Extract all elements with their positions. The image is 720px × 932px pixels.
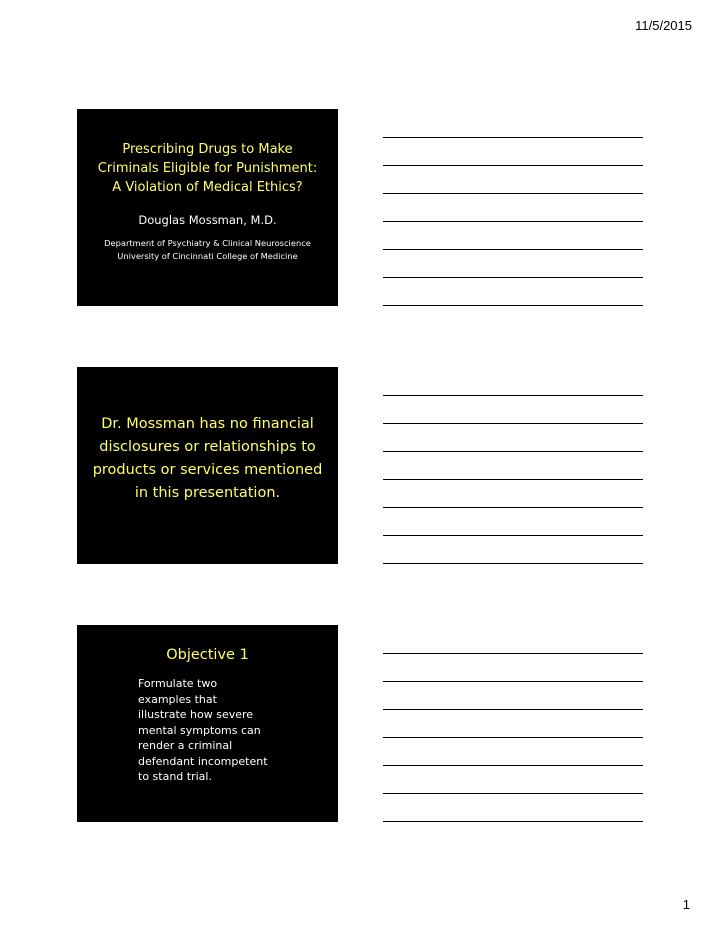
author-affiliation bbox=[77, 237, 338, 263]
note-line bbox=[383, 165, 643, 166]
slide-disclosure bbox=[77, 367, 338, 564]
disclosure-message bbox=[77, 413, 338, 505]
title-line: A Violation of Medical Ethics? bbox=[112, 180, 303, 195]
note-line bbox=[383, 535, 643, 536]
note-line bbox=[383, 193, 643, 194]
note-line bbox=[383, 423, 643, 424]
page-date: 11/5/2015 bbox=[635, 18, 692, 33]
message-line: Dr. Mossman has no financial bbox=[101, 416, 314, 432]
body-line: defendant incompetent bbox=[138, 754, 268, 768]
slide-objective bbox=[77, 625, 338, 822]
body-line: to stand trial. bbox=[138, 770, 212, 783]
note-line bbox=[383, 821, 643, 822]
note-line bbox=[383, 765, 643, 766]
note-line bbox=[383, 507, 643, 508]
body-line: examples that bbox=[138, 692, 217, 706]
note-line bbox=[383, 451, 643, 452]
message-line: products or services mentioned bbox=[92, 462, 323, 478]
author-name: Douglas Mossman, M.D. bbox=[138, 213, 277, 227]
title-line: Criminals Eligible for Punishment: bbox=[97, 161, 318, 176]
note-line bbox=[383, 653, 643, 654]
note-line bbox=[383, 221, 643, 222]
body-line: render a criminal bbox=[138, 739, 233, 752]
note-line bbox=[383, 305, 643, 306]
note-line bbox=[383, 793, 643, 794]
note-line bbox=[383, 395, 643, 396]
note-line bbox=[383, 249, 643, 250]
note-line bbox=[383, 563, 643, 564]
note-line bbox=[383, 709, 643, 710]
body-line: Formulate two bbox=[138, 677, 218, 690]
body-line: illustrate how severe bbox=[138, 708, 254, 721]
objective-body bbox=[138, 676, 288, 785]
affiliation-line: University of Cincinnati College of Medicine bbox=[117, 251, 298, 261]
body-line: mental symptoms can bbox=[138, 723, 261, 737]
slide-title bbox=[77, 109, 338, 306]
note-line bbox=[383, 479, 643, 480]
message-line: in this presentation. bbox=[134, 485, 281, 501]
note-line bbox=[383, 277, 643, 278]
note-line bbox=[383, 137, 643, 138]
title-line: Prescribing Drugs to Make bbox=[122, 142, 293, 157]
note-line bbox=[383, 681, 643, 682]
message-line: disclosures or relationships to bbox=[99, 439, 316, 455]
note-line bbox=[383, 737, 643, 738]
page-number: 1 bbox=[682, 897, 690, 912]
affiliation-line: Department of Psychiatry & Clinical Neuroscience bbox=[104, 238, 311, 248]
presentation-title bbox=[77, 140, 338, 197]
objective-title: Objective 1 bbox=[166, 647, 249, 663]
